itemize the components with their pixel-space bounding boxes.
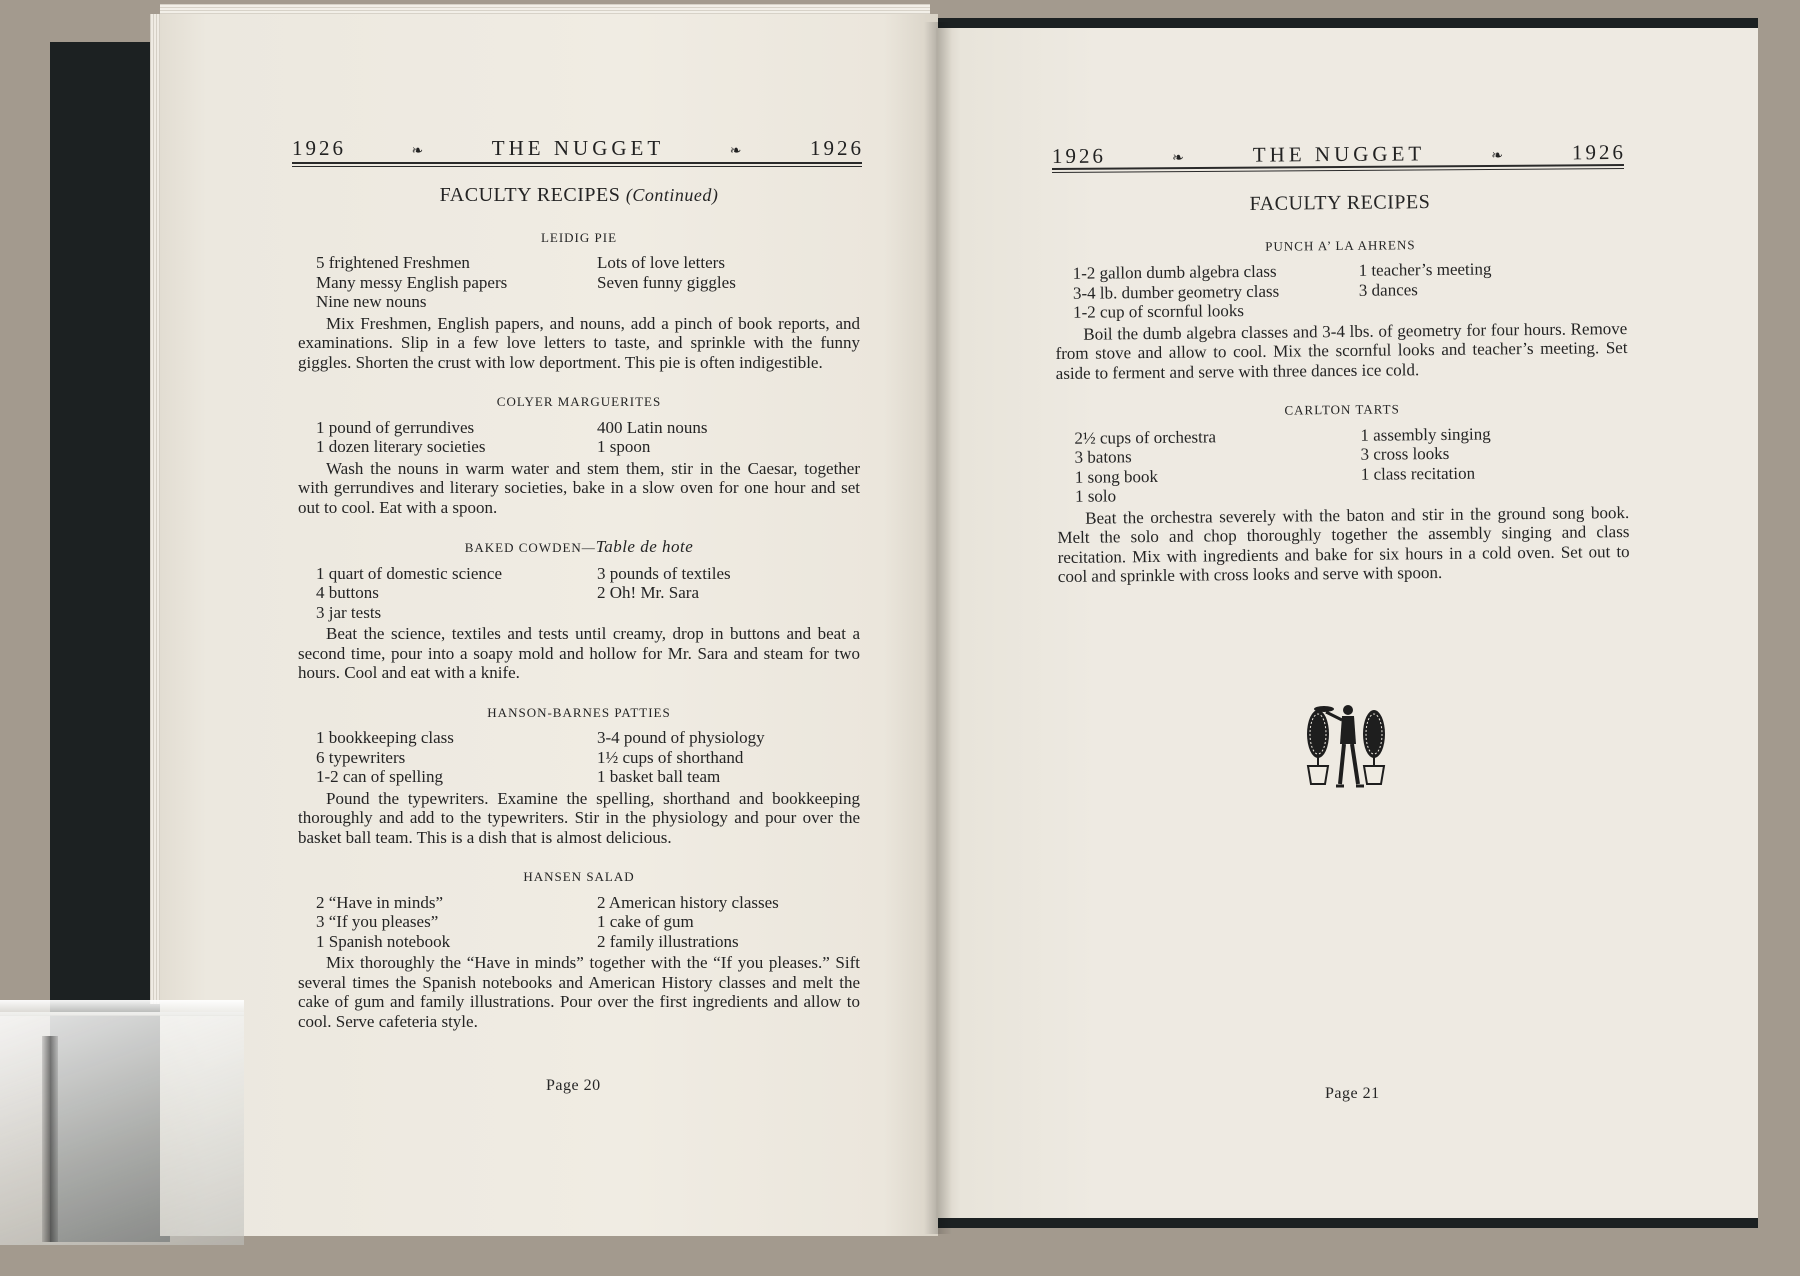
- ingredient: 1 Spanish notebook: [316, 931, 451, 951]
- recipe-directions: Boil the dumb algebra classes and 3-4 lbs. of geometry for four hours. Remove from stove and allow to cool. Mix the scornful looks and teacher’s meeting. Set aside to ferment and serve with three dances ice cold.: [1055, 318, 1628, 383]
- ornament-icon: ❧: [1491, 148, 1507, 164]
- ingredient-list: [298, 253, 860, 312]
- ingredient: 1 solo: [1074, 486, 1117, 506]
- header-title: THE NUGGET: [491, 136, 665, 160]
- page-number: Page 21: [1325, 1085, 1380, 1102]
- header-title: THE NUGGET: [1252, 141, 1426, 167]
- ingredient: 6 typewriters: [316, 747, 406, 767]
- acrylic-page-weight-edge: [42, 1036, 58, 1242]
- ingredient-column: [597, 728, 860, 787]
- ingredient: 3-4 lb. dumber geometry class: [1072, 281, 1280, 303]
- recipe: [298, 703, 860, 848]
- recipe-name: HANSEN SALAD: [523, 869, 635, 884]
- ingredient: 2 American history classes: [597, 892, 779, 912]
- ingredient: 4 buttons: [316, 583, 379, 602]
- recipe-name: LEIDIG PIE: [540, 229, 618, 245]
- ingredient-list: [298, 564, 860, 623]
- ornament-icon: ❧: [729, 144, 745, 159]
- recipe-list: [1054, 233, 1630, 587]
- recipe-directions: Mix Freshmen, English papers, and nouns, add a pinch of book reports, and examinations. Slip in a few love letters to taste, and sprinkle with the funny giggles. Shorten the crust with low deportment. This pie is often indigestible.: [298, 313, 860, 372]
- ingredient: Many messy English papers: [316, 272, 508, 292]
- ingredient: 3 pounds of textiles: [597, 563, 731, 583]
- ingredient-list: [298, 728, 860, 787]
- ingredient: 1½ cups of shorthand: [597, 747, 744, 767]
- ingredient: 1 dozen literary societies: [316, 437, 486, 456]
- section-note: (Continued): [625, 185, 719, 205]
- recipe: [1054, 233, 1627, 383]
- recipe-directions: Mix thoroughly the “Have in minds” together with the “If you pleases.” Sift several times the Spanish notebooks and American History classes and melt the cake of gum and family illustrations. Pour over the first ingredients and allow to cool. Serve cafeteria style.: [298, 953, 860, 1031]
- header-year-right: 1926: [809, 136, 864, 160]
- ingredient-column: [1073, 261, 1342, 322]
- ingredient-column: [316, 564, 579, 623]
- recipe-name: CARLTON TARTS: [1284, 401, 1400, 418]
- ingredient: 1-2 gallon dumb algebra class: [1072, 261, 1277, 283]
- recipe-directions: Beat the science, textiles and tests until creamy, drop in buttons and beat a second time, pour into a soapy mold and hollow for Mr. Sara and steam for two hours. Cool and eat with a knife.: [298, 624, 860, 682]
- recipe-name: COLYER MARGUERITES: [496, 394, 662, 409]
- ingredient: 1 teacher’s meeting: [1358, 259, 1492, 280]
- ingredient: 1 spoon: [597, 437, 651, 456]
- header-rule: [292, 162, 862, 167]
- ingredient: 3 dances: [1358, 279, 1418, 300]
- section-title: FACULTY RECIPES (Continued): [439, 184, 719, 206]
- ingredient: Nine new nouns: [316, 292, 427, 311]
- ingredient: 2 Oh! Mr. Sara: [597, 583, 699, 602]
- ingredient: 2½ cups of orchestra: [1074, 426, 1217, 448]
- ingredient: 1 bookkeeping class: [316, 728, 454, 747]
- book-gutter: [924, 22, 952, 1234]
- recipe-name: HANSON-BARNES PATTIES: [487, 704, 671, 720]
- section-title: FACULTY RECIPES: [1249, 191, 1431, 215]
- ingredient: 2 “Have in minds”: [316, 892, 443, 912]
- left-page-content: [298, 186, 860, 1051]
- recipe: [298, 228, 860, 373]
- ingredient: 1 basket ball team: [597, 767, 721, 786]
- recipe: [1056, 397, 1630, 586]
- recipe-directions: Beat the orchestra severely with the baton and stir in the ground song book. Melt the solo and chop thoroughly together the assembly singing and class recitation. Mix with ingredients and bake for six hours in a cold oven. Set out to cool and sprinkle with cross looks and serve with spoon.: [1057, 502, 1630, 586]
- ingredient: 1 assembly singing: [1360, 423, 1491, 445]
- ingredient: Lots of love letters: [597, 253, 725, 272]
- recipe-name: BAKED COWDEN—Table de hote: [464, 537, 694, 556]
- ingredient-column: [1359, 258, 1628, 319]
- ingredient: 5 frightened Freshmen: [316, 253, 470, 272]
- ingredient: 3-4 pound of physiology: [597, 728, 765, 747]
- ingredient: 1-2 cup of scornful looks: [1072, 301, 1245, 322]
- ingredient-list: [1056, 423, 1629, 507]
- ingredient-column: [316, 728, 579, 787]
- ingredient: 1 class recitation: [1360, 463, 1476, 484]
- page-number: Page 20: [546, 1077, 601, 1094]
- right-page-content: [1054, 191, 1630, 606]
- recipe-list: [298, 228, 860, 1032]
- ingredient: 1 cake of gum: [597, 912, 694, 931]
- running-header-left: [292, 136, 864, 161]
- ornament-icon: ❧: [411, 144, 427, 159]
- ingredient: 1 quart of domestic science: [316, 563, 502, 583]
- ingredient-column: [597, 253, 860, 312]
- ingredient-list: [298, 893, 860, 952]
- butler-with-topiary-trees-icon: [1304, 700, 1390, 790]
- recipe-name-note: Table de hote: [595, 537, 694, 556]
- recipe: [298, 537, 860, 683]
- ingredient: 3 “If you pleases”: [316, 912, 439, 931]
- ingredient: 2 family illustrations: [597, 931, 739, 951]
- ingredient-column: [316, 418, 579, 457]
- header-year-left: 1926: [292, 136, 346, 160]
- header-year-right: 1926: [1571, 139, 1627, 165]
- ingredient: 1 song book: [1074, 466, 1159, 487]
- ingredient: 1-2 can of spelling: [316, 767, 443, 786]
- ingredient: 3 cross looks: [1360, 443, 1450, 464]
- ingredient-column: [597, 893, 860, 952]
- header-year-left: 1926: [1051, 143, 1107, 169]
- ingredient-column: [1360, 423, 1629, 504]
- ingredient: 1 pound of gerrundives: [316, 417, 475, 437]
- recipe-name: PUNCH A’ LA AHRENS: [1265, 236, 1416, 254]
- ingredient-column: [1074, 425, 1343, 506]
- ingredient-list: [1055, 258, 1628, 322]
- ingredient-column: [316, 893, 579, 952]
- ingredient: Seven funny giggles: [597, 272, 736, 292]
- recipe-directions: Pound the typewriters. Examine the spelling, shorthand and bookkeeping thoroughly and add to the typewriters. Stir in the physiology and pour over the basket ball team. This is a dish that is almost delicious.: [298, 788, 860, 847]
- ingredient-column: [316, 253, 579, 312]
- recipe: [298, 392, 860, 517]
- ingredient-column: [597, 564, 860, 623]
- recipe-directions: Wash the nouns in warm water and stem them, stir in the Caesar, together with gerrundives and literary societies, bake in a slow oven for one hour and set out to cool. Eat with a spoon.: [298, 458, 860, 517]
- ingredient-column: [597, 418, 860, 457]
- ingredient: 3 batons: [1074, 447, 1132, 467]
- ingredient-list: [298, 418, 860, 457]
- ornament-icon: ❧: [1172, 151, 1187, 167]
- ingredient: 3 jar tests: [316, 602, 382, 622]
- acrylic-page-weight-top: [0, 1000, 244, 1016]
- recipe: [298, 867, 860, 1031]
- ingredient: 400 Latin nouns: [597, 417, 708, 437]
- acrylic-page-weight: [0, 1012, 244, 1245]
